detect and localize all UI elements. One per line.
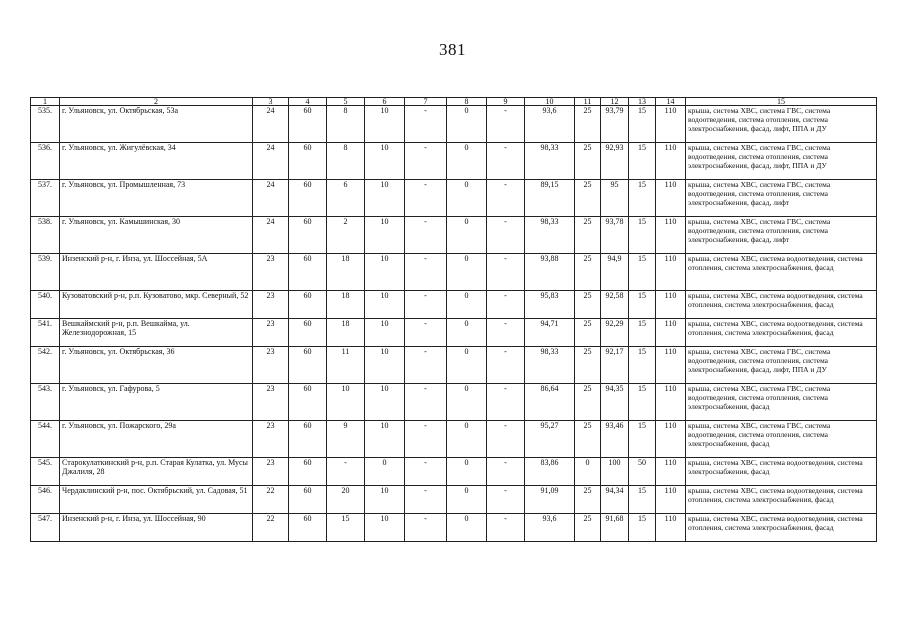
cell-c6: 10 xyxy=(365,514,405,542)
cell-c10: 83,86 xyxy=(525,458,575,486)
table-body xyxy=(31,106,877,542)
cell-c4: 60 xyxy=(289,217,327,254)
cell-c13: 15 xyxy=(629,254,656,291)
cell-c3: 22 xyxy=(253,514,289,542)
column-header-14: 14 xyxy=(656,98,686,106)
cell-works: крыша, система ХВС, система ГВС, система водоотведения, система отопления, система электроснабжения, фасад, лифт xyxy=(686,217,877,254)
cell-c8: 0 xyxy=(447,291,487,319)
column-header-5: 5 xyxy=(327,98,365,106)
cell-address: Кузоватовский р-н, р.п. Кузоватово, мкр. Северный, 52 xyxy=(60,291,253,319)
cell-row-number: 541. xyxy=(31,319,60,347)
cell-c9: - xyxy=(487,180,525,217)
cell-c13: 15 xyxy=(629,421,656,458)
column-header-1: 1 xyxy=(31,98,60,106)
cell-c3: 22 xyxy=(253,486,289,514)
cell-c11: 25 xyxy=(575,291,601,319)
cell-c7: - xyxy=(405,106,447,143)
cell-c10: 93,88 xyxy=(525,254,575,291)
cell-c3: 23 xyxy=(253,319,289,347)
cell-c14: 110 xyxy=(656,347,686,384)
cell-c11: 25 xyxy=(575,217,601,254)
cell-c9: - xyxy=(487,291,525,319)
cell-c11: 0 xyxy=(575,458,601,486)
cell-c4: 60 xyxy=(289,143,327,180)
table-row xyxy=(31,347,877,384)
cell-c5: 18 xyxy=(327,254,365,291)
cell-c6: 10 xyxy=(365,347,405,384)
cell-c6: 10 xyxy=(365,319,405,347)
cell-c9: - xyxy=(487,458,525,486)
cell-c3: 23 xyxy=(253,458,289,486)
cell-c8: 0 xyxy=(447,254,487,291)
cell-c5: - xyxy=(327,458,365,486)
cell-c3: 23 xyxy=(253,384,289,421)
cell-c5: 8 xyxy=(327,143,365,180)
cell-c10: 93,6 xyxy=(525,106,575,143)
cell-c5: 18 xyxy=(327,291,365,319)
cell-c12: 91,68 xyxy=(601,514,629,542)
cell-c8: 0 xyxy=(447,319,487,347)
cell-works: крыша, система ХВС, система ГВС, система водоотведения, система отопления, система электроснабжения, фасад, лифт, ППА и ДУ xyxy=(686,106,877,143)
cell-works: крыша, система ХВС, система ГВС, система водоотведения, система отопления, система электроснабжения, фасад, лифт, ППА и ДУ xyxy=(686,347,877,384)
cell-c8: 0 xyxy=(447,421,487,458)
cell-c11: 25 xyxy=(575,106,601,143)
cell-c6: 10 xyxy=(365,106,405,143)
cell-c3: 24 xyxy=(253,217,289,254)
cell-c7: - xyxy=(405,421,447,458)
cell-c10: 95,83 xyxy=(525,291,575,319)
cell-c13: 15 xyxy=(629,347,656,384)
cell-row-number: 542. xyxy=(31,347,60,384)
cell-c10: 91,09 xyxy=(525,486,575,514)
cell-c4: 60 xyxy=(289,319,327,347)
cell-c4: 60 xyxy=(289,291,327,319)
cell-address: Инзенский р-н, г. Инза, ул. Шоссейная, 90 xyxy=(60,514,253,542)
cell-c7: - xyxy=(405,458,447,486)
table-row xyxy=(31,514,877,542)
cell-c5: 8 xyxy=(327,106,365,143)
table-row xyxy=(31,458,877,486)
cell-c12: 92,17 xyxy=(601,347,629,384)
cell-works: крыша, система ХВС, система водоотведения, система отопления, система электроснабжения, фасад xyxy=(686,486,877,514)
cell-c10: 95,27 xyxy=(525,421,575,458)
cell-c6: 10 xyxy=(365,486,405,514)
cell-c4: 60 xyxy=(289,347,327,384)
cell-c8: 0 xyxy=(447,486,487,514)
cell-c7: - xyxy=(405,254,447,291)
page-number: 381 xyxy=(439,40,466,59)
cell-c8: 0 xyxy=(447,347,487,384)
cell-c14: 110 xyxy=(656,384,686,421)
cell-c4: 60 xyxy=(289,486,327,514)
cell-c4: 60 xyxy=(289,254,327,291)
cell-c6: 10 xyxy=(365,291,405,319)
buildings-table xyxy=(30,97,877,542)
cell-c11: 25 xyxy=(575,143,601,180)
cell-address: г. Ульяновск, ул. Гафурова, 5 xyxy=(60,384,253,421)
cell-c8: 0 xyxy=(447,143,487,180)
column-header-15: 15 xyxy=(686,98,877,106)
table-row xyxy=(31,254,877,291)
cell-c5: 20 xyxy=(327,486,365,514)
cell-c9: - xyxy=(487,254,525,291)
cell-c14: 110 xyxy=(656,319,686,347)
cell-c6: 10 xyxy=(365,217,405,254)
cell-c8: 0 xyxy=(447,180,487,217)
cell-c11: 25 xyxy=(575,514,601,542)
cell-c13: 15 xyxy=(629,217,656,254)
cell-address: г. Ульяновск, ул. Промышленная, 73 xyxy=(60,180,253,217)
column-header-7: 7 xyxy=(405,98,447,106)
cell-c11: 25 xyxy=(575,486,601,514)
cell-c6: 10 xyxy=(365,180,405,217)
cell-c7: - xyxy=(405,347,447,384)
cell-c9: - xyxy=(487,143,525,180)
cell-c10: 98,33 xyxy=(525,143,575,180)
table-header xyxy=(31,98,877,106)
header-row xyxy=(31,98,877,106)
cell-c14: 110 xyxy=(656,106,686,143)
cell-c13: 15 xyxy=(629,319,656,347)
table-row xyxy=(31,319,877,347)
cell-c13: 15 xyxy=(629,514,656,542)
cell-c11: 25 xyxy=(575,180,601,217)
cell-c11: 25 xyxy=(575,347,601,384)
cell-address: Инзенский р-н, г. Инза, ул. Шоссейная, 5А xyxy=(60,254,253,291)
cell-c14: 110 xyxy=(656,421,686,458)
cell-c12: 93,78 xyxy=(601,217,629,254)
cell-c14: 110 xyxy=(656,254,686,291)
cell-c5: 15 xyxy=(327,514,365,542)
cell-c6: 10 xyxy=(365,143,405,180)
cell-c10: 94,71 xyxy=(525,319,575,347)
cell-c9: - xyxy=(487,421,525,458)
cell-c3: 24 xyxy=(253,143,289,180)
cell-c9: - xyxy=(487,347,525,384)
cell-address: г. Ульяновск, ул. Октябрьская, 53а xyxy=(60,106,253,143)
cell-c13: 15 xyxy=(629,384,656,421)
cell-c13: 15 xyxy=(629,143,656,180)
cell-c9: - xyxy=(487,486,525,514)
cell-address: г. Ульяновск, ул. Октябрьская, 36 xyxy=(60,347,253,384)
cell-c7: - xyxy=(405,486,447,514)
cell-c9: - xyxy=(487,106,525,143)
cell-c14: 110 xyxy=(656,291,686,319)
cell-c8: 0 xyxy=(447,106,487,143)
cell-c4: 60 xyxy=(289,421,327,458)
cell-row-number: 538. xyxy=(31,217,60,254)
cell-row-number: 539. xyxy=(31,254,60,291)
cell-c5: 18 xyxy=(327,319,365,347)
cell-c7: - xyxy=(405,143,447,180)
cell-works: крыша, система ХВС, система водоотведения, система отопления, система электроснабжения, фасад xyxy=(686,291,877,319)
cell-c10: 98,33 xyxy=(525,347,575,384)
cell-c4: 60 xyxy=(289,106,327,143)
cell-c10: 98,33 xyxy=(525,217,575,254)
column-header-8: 8 xyxy=(447,98,487,106)
cell-c13: 50 xyxy=(629,458,656,486)
table-row xyxy=(31,143,877,180)
cell-address: г. Ульяновск, ул. Пожарского, 29а xyxy=(60,421,253,458)
cell-c8: 0 xyxy=(447,384,487,421)
cell-c9: - xyxy=(487,319,525,347)
cell-c14: 110 xyxy=(656,217,686,254)
cell-row-number: 544. xyxy=(31,421,60,458)
cell-address: Старокулаткинский р-н, р.п. Старая Кулатка, ул. Мусы Джалиля, 28 xyxy=(60,458,253,486)
cell-c13: 15 xyxy=(629,291,656,319)
cell-row-number: 540. xyxy=(31,291,60,319)
cell-row-number: 537. xyxy=(31,180,60,217)
column-header-11: 11 xyxy=(575,98,601,106)
cell-c12: 100 xyxy=(601,458,629,486)
cell-c3: 23 xyxy=(253,254,289,291)
table-row xyxy=(31,106,877,143)
cell-c5: 11 xyxy=(327,347,365,384)
table-row xyxy=(31,217,877,254)
table-row xyxy=(31,291,877,319)
cell-c6: 0 xyxy=(365,458,405,486)
cell-c12: 94,34 xyxy=(601,486,629,514)
table-row xyxy=(31,486,877,514)
column-header-9: 9 xyxy=(487,98,525,106)
cell-c11: 25 xyxy=(575,254,601,291)
cell-works: крыша, система ХВС, система водоотведения, система отопления, система электроснабжения, фасад xyxy=(686,319,877,347)
cell-c5: 10 xyxy=(327,384,365,421)
table-row xyxy=(31,421,877,458)
cell-address: г. Ульяновск, ул. Камышинская, 30 xyxy=(60,217,253,254)
cell-address: Вешкаймский р-н, р.п. Вешкайма, ул. Железнодорожная, 15 xyxy=(60,319,253,347)
cell-c4: 60 xyxy=(289,180,327,217)
cell-c5: 6 xyxy=(327,180,365,217)
cell-c12: 93,79 xyxy=(601,106,629,143)
cell-works: крыша, система ХВС, система ГВС, система водоотведения, система отопления, система электроснабжения, фасад, лифт xyxy=(686,180,877,217)
cell-c13: 15 xyxy=(629,486,656,514)
cell-c13: 15 xyxy=(629,106,656,143)
cell-c12: 93,46 xyxy=(601,421,629,458)
cell-c10: 93,6 xyxy=(525,514,575,542)
cell-address: Чердаклинский р-н, пос. Октябрьский, ул. Садовая, 51 xyxy=(60,486,253,514)
cell-works: крыша, система ХВС, система ГВС, система водоотведения, система отопления, система электроснабжения, фасад xyxy=(686,421,877,458)
column-header-10: 10 xyxy=(525,98,575,106)
cell-row-number: 535. xyxy=(31,106,60,143)
cell-row-number: 545. xyxy=(31,458,60,486)
cell-c11: 25 xyxy=(575,319,601,347)
cell-works: крыша, система ХВС, система водоотведения, система электроснабжения, фасад xyxy=(686,458,877,486)
cell-row-number: 546. xyxy=(31,486,60,514)
cell-c3: 24 xyxy=(253,106,289,143)
cell-c14: 110 xyxy=(656,486,686,514)
cell-c14: 110 xyxy=(656,458,686,486)
cell-c3: 24 xyxy=(253,180,289,217)
cell-row-number: 536. xyxy=(31,143,60,180)
cell-c4: 60 xyxy=(289,514,327,542)
cell-c6: 10 xyxy=(365,254,405,291)
table-row xyxy=(31,384,877,421)
cell-c13: 15 xyxy=(629,180,656,217)
cell-works: крыша, система ХВС, система ГВС, система водоотведения, система отопления, система электроснабжения, фасад, лифт, ППА и ДУ xyxy=(686,143,877,180)
cell-c12: 92,29 xyxy=(601,319,629,347)
column-header-6: 6 xyxy=(365,98,405,106)
cell-c8: 0 xyxy=(447,514,487,542)
cell-c7: - xyxy=(405,384,447,421)
cell-c10: 86,64 xyxy=(525,384,575,421)
column-header-13: 13 xyxy=(629,98,656,106)
cell-c7: - xyxy=(405,217,447,254)
cell-c3: 23 xyxy=(253,421,289,458)
cell-c5: 2 xyxy=(327,217,365,254)
cell-c12: 92,58 xyxy=(601,291,629,319)
cell-works: крыша, система ХВС, система ГВС, система водоотведения, система отопления, система электроснабжения, фасад xyxy=(686,384,877,421)
cell-c3: 23 xyxy=(253,291,289,319)
cell-c11: 25 xyxy=(575,421,601,458)
table-row xyxy=(31,180,877,217)
cell-c14: 110 xyxy=(656,514,686,542)
cell-c4: 60 xyxy=(289,384,327,421)
cell-c14: 110 xyxy=(656,143,686,180)
cell-c8: 0 xyxy=(447,217,487,254)
column-header-3: 3 xyxy=(253,98,289,106)
cell-c7: - xyxy=(405,514,447,542)
cell-c5: 9 xyxy=(327,421,365,458)
cell-c12: 94,35 xyxy=(601,384,629,421)
cell-row-number: 547. xyxy=(31,514,60,542)
cell-c7: - xyxy=(405,291,447,319)
cell-c8: 0 xyxy=(447,458,487,486)
cell-c3: 23 xyxy=(253,347,289,384)
cell-c14: 110 xyxy=(656,180,686,217)
cell-works: крыша, система ХВС, система водоотведения, система отопления, система электроснабжения, фасад xyxy=(686,254,877,291)
cell-c12: 95 xyxy=(601,180,629,217)
cell-c12: 92,93 xyxy=(601,143,629,180)
column-header-2: 2 xyxy=(60,98,253,106)
cell-c11: 25 xyxy=(575,384,601,421)
cell-c10: 89,15 xyxy=(525,180,575,217)
cell-c6: 10 xyxy=(365,421,405,458)
cell-c9: - xyxy=(487,384,525,421)
cell-c6: 10 xyxy=(365,384,405,421)
column-header-4: 4 xyxy=(289,98,327,106)
cell-c9: - xyxy=(487,514,525,542)
cell-c7: - xyxy=(405,180,447,217)
cell-c4: 60 xyxy=(289,458,327,486)
cell-address: г. Ульяновск, ул. Жигулёвская, 34 xyxy=(60,143,253,180)
cell-c7: - xyxy=(405,319,447,347)
cell-row-number: 543. xyxy=(31,384,60,421)
cell-c12: 94,9 xyxy=(601,254,629,291)
cell-works: крыша, система ХВС, система водоотведения, система отопления, система электроснабжения, фасад xyxy=(686,514,877,542)
cell-c9: - xyxy=(487,217,525,254)
column-header-12: 12 xyxy=(601,98,629,106)
